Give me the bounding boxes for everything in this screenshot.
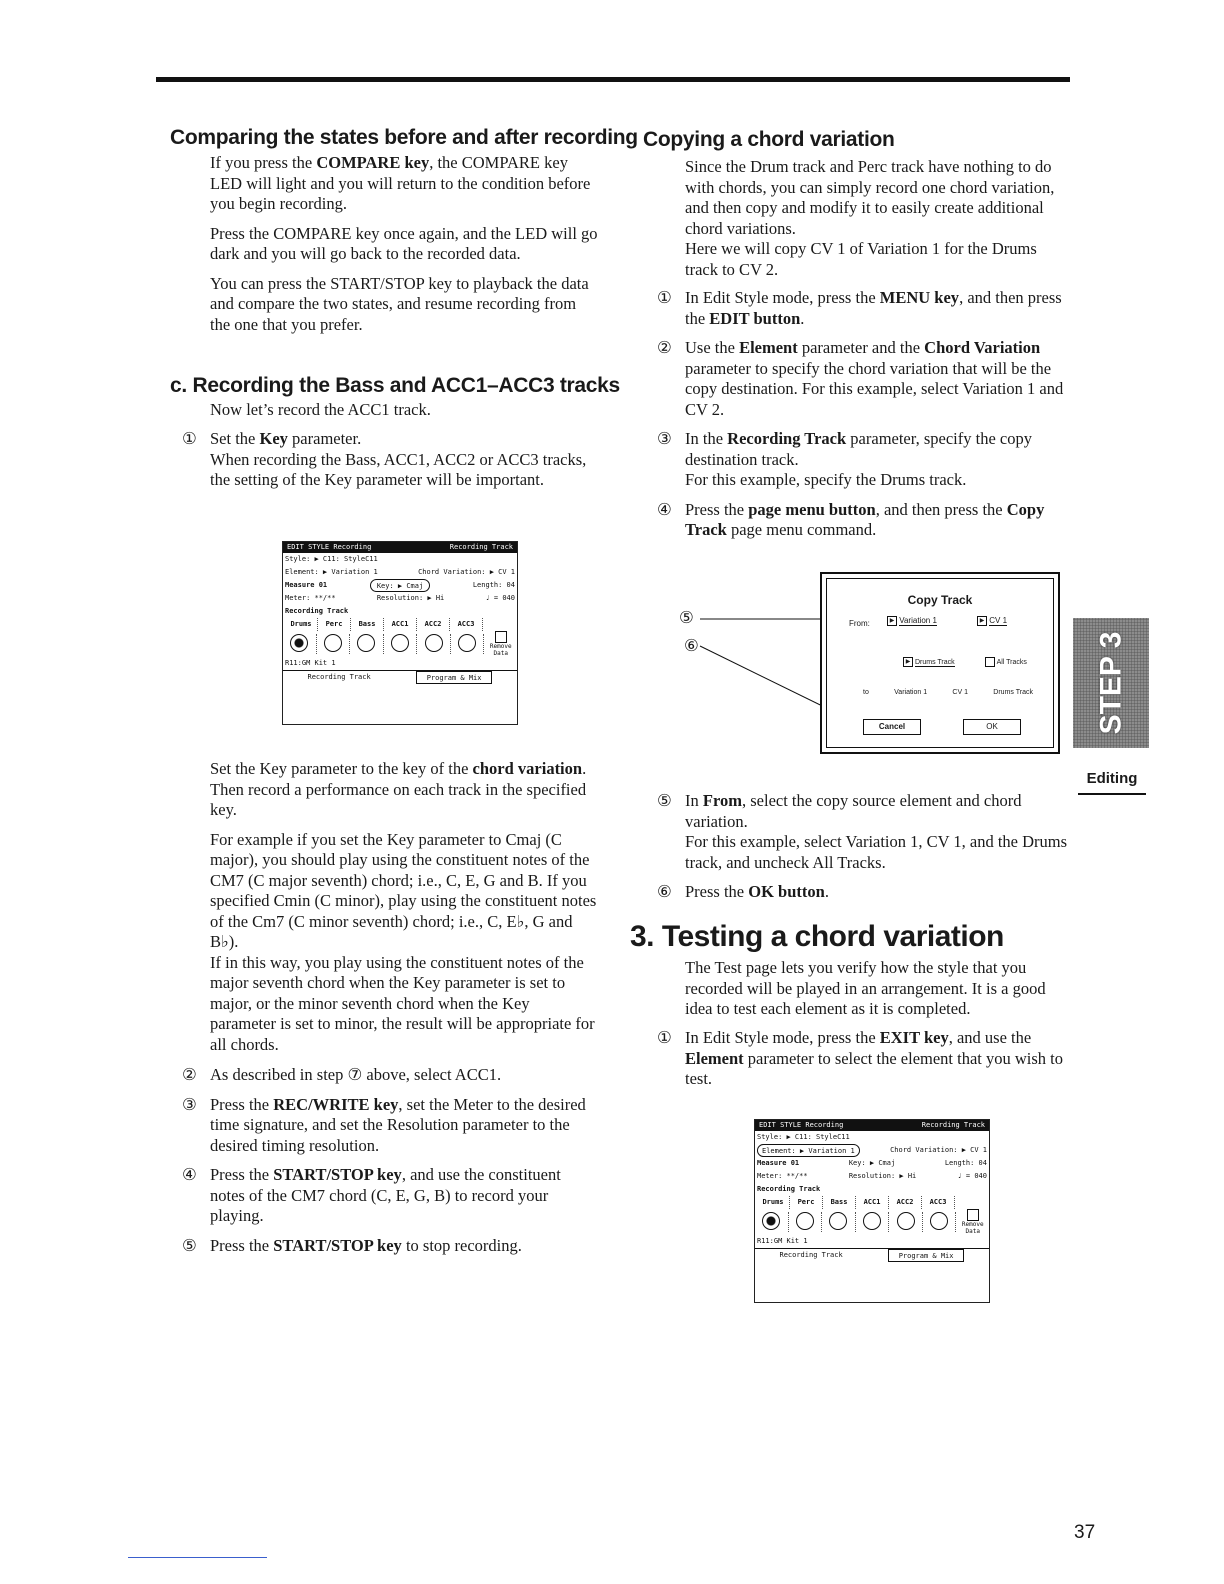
copy-steps-2: ⑤ In From, select the copy source element and chord variation. For this example, select Variation 1, CV 1, and the Drums track, and uncheck All Tracks. ⑥ Press the OK button. [657,791,1068,901]
footer-rule [128,1557,267,1558]
page-number: 37 [1074,1522,1096,1543]
key-explanation: Set the Key parameter to the key of the chord variation. Then record a performance on each track in the specified key. For example if you set the Key parameter to Cmaj (C major), you should play using the constituent notes of the CM7 (C major seventh) chord; i.e., C, E, G and B. If you specified Cmin (C minor), play using the constituent notes of the Cm7 (C minor seventh) chord; i.e., C, E♭, G and B♭). If in this way, you play using the constituent notes of the major seventh chord when the Key parameter is set to major, or the minor seventh chord when the Key parameter is set to minor, the result will be appropriate for all chords. [210,759,597,1054]
tab-recording-track[interactable]: Recording Track [779,1251,843,1259]
heading-compare: Comparing the states before and after recording [170,126,638,149]
acc2-radio[interactable] [425,634,443,652]
bass-radio[interactable] [829,1212,847,1230]
all-tracks-checkbox[interactable]: All Tracks [985,657,1027,667]
c-intro: Now let’s record the ACC1 track. [210,400,431,419]
cancel-button[interactable]: Cancel [863,719,921,735]
copy-steps: ① In Edit Style mode, press the MENU key, and then press the EDIT button. ② Use the Element parameter and the Chord Variation parameter to specify the chord variation that will be the copy destination. For this example, select Variation 1 and CV 2. ③ In the Recording Track parameter, specify the copy destination track. For this example, specify the Drums track. ④ Press the page menu button, and then press the Copy Track page menu command. [657,288,1064,539]
step-3-tab: STEP 3 [1073,618,1149,748]
lcd-screen-test: EDIT STYLE Recording Recording Track Style: ▶ C11: StyleC11 Element: ▶ Variation 1 Chord Variation: ▶ CV 1 Measure 01 Key: ▶ Cmaj Length: 04 Meter: **/** Resolution: ▶ Hi ♩ = 040 Recording Track Drums Perc Bass ACC1 ACC2 ACC3 Remove Data R11:GM Kit 1 Recording Track Program & Mix [754,1119,990,1303]
acc2-radio[interactable] [897,1212,915,1230]
tab-program-mix[interactable]: Program & Mix [416,671,493,684]
acc1-radio[interactable] [391,634,409,652]
compare-section: If you press the COMPARE key, the COMPARE key LED will light and you will return to the condition before you begin recording. Press the COMPARE key once again, and the LED will go dark and you will go back to the recorded data. You can press the START/STOP key to playback the data and compare the two states, and resume recording from the one that you prefer. [210,153,598,334]
dialog-title: Copy Track [907,593,973,607]
drums-radio[interactable] [290,634,308,652]
drums-radio[interactable] [762,1212,780,1230]
from-variation-select[interactable]: ▶ Variation 1 [887,616,937,626]
copy-track-dialog: Copy Track From: ▶ Variation 1 ▶ CV 1 ▶ Drums Track All Tracks to Variation 1 CV 1 Drums Track Cancel OK [820,572,1060,754]
step-1-left: ① Set the Key parameter. When recording the Bass, ACC1, ACC2 or ACC3 tracks, the setting of the Key parameter will be important. [182,429,587,489]
test-intro: The Test page lets you verify how the style that you recorded will be played in an arrangement. It is a good idea to test each element as it is completed. [685,958,1046,1018]
heading-recording-bass-acc: c. Recording the Bass and ACC1–ACC3 tracks [170,374,620,397]
left-steps: ② As described in step ⑦ above, select ACC1. ③ Press the REC/WRITE key, set the Meter to the desired time signature, and set the Resolution parameter to the desired timing resolution. ④ Press the START/STOP key, and use the constituent notes of the CM7 chord (C, E, G, B) to record your playing. ⑤ Press the START/STOP key to stop recording. [182,1065,586,1255]
lcd-screen-record: EDIT STYLE Recording Recording Track Style: ▶ C11: StyleC11 Element: ▶ Variation 1 Chord Variation: ▶ CV 1 Measure 01 Key: ▶ Cmaj Length: 04 Meter: **/** Resolution: ▶ Hi ♩ = 040 Recording Track Drums Perc Bass ACC1 ACC2 ACC3 Remove Data R11:GM Kit 1 Recording Track Program & Mix [282,541,518,725]
acc3-radio[interactable] [458,634,476,652]
heading-copying: Copying a chord variation [643,128,895,151]
remove-data-button[interactable]: Remove Data [484,631,517,657]
acc1-radio[interactable] [863,1212,881,1230]
perc-radio[interactable] [796,1212,814,1230]
bass-radio[interactable] [357,634,375,652]
tab-recording-track[interactable]: Recording Track [307,673,371,681]
from-cv-select[interactable]: ▶ CV 1 [977,616,1007,626]
tab-program-mix[interactable]: Program & Mix [888,1249,965,1262]
test-steps: ① In Edit Style mode, press the EXIT key, and use the Element parameter to select the element that you wish to test. [657,1028,1064,1088]
heading-testing: 3. Testing a chord variation [630,920,1004,953]
from-track-select[interactable]: ▶ Drums Track [903,657,955,667]
callout-5: ⑤ [679,608,694,627]
ok-button[interactable]: OK [963,719,1021,735]
acc3-radio[interactable] [930,1212,948,1230]
editing-tab-label: Editing [1078,770,1146,795]
top-rule [156,77,1070,82]
copy-intro: Since the Drum track and Perc track have nothing to do with chords, you can simply record one chord variation, and then copy and modify it to easily create additional chord variations. Here we will copy CV 1 of Variation 1 for the Drums track to CV 2. [685,157,1055,279]
remove-data-button[interactable]: Remove Data [956,1209,989,1235]
perc-radio[interactable] [324,634,342,652]
callout-6: ⑥ [684,636,699,655]
